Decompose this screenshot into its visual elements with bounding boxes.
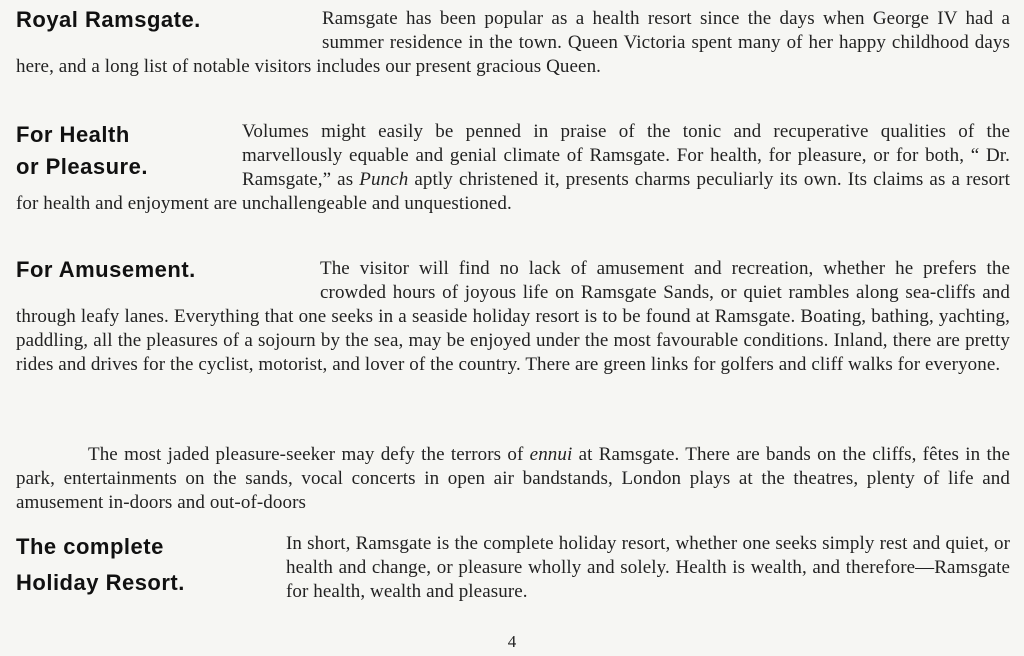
- section-ennui: [16, 443, 1010, 515]
- italic-text: Punch: [359, 169, 409, 190]
- heading-line: The complete: [16, 534, 164, 559]
- section-royal-ramsgate: [16, 7, 1010, 79]
- section-heading: For Amusement.: [16, 257, 196, 282]
- paragraph-text: aptly christened it, presents charms peculiarly its own. Its claims as a resort for health and enjoyment are unchallengeable and unquestioned.: [16, 169, 1010, 214]
- section-heading: [16, 529, 286, 601]
- section-paragraph: Ramsgate has been popular as a health resort since the days when George IV had a summer residence in the town. Queen Victoria spent many of her happy childhood days here, and a long list of notable visitors includes our present gracious Queen.: [16, 8, 1010, 77]
- heading-line: Holiday Resort.: [16, 570, 185, 595]
- section-health-pleasure: [16, 120, 1010, 216]
- paragraph-text: Volumes might easily be penned in praise of the tonic and recuperative qualities of the marvellously equable and genial climate of Ramsgate. For health, for pleasure, or for both, “ Dr. Ramsgate,” as: [242, 121, 1010, 190]
- page-number: 4: [507, 632, 517, 651]
- italic-text: ennui: [529, 444, 573, 465]
- paragraph-text: at Ramsgate. There are bands on the cliffs, fêtes in the park, entertainments on the sands, vocal concerts in open air bandstands, London plays at the theatres, plenty of life and amusement in-doors and out-of-doors: [16, 444, 1010, 513]
- section-complete-holiday-resort: [16, 532, 1010, 604]
- section-paragraph: In short, Ramsgate is the complete holiday resort, whether one seeks simply rest and quiet, or health and change, or pleasure wholly and solely. Health is wealth, and therefore—Ramsgate for health, wealth and pleasure.: [286, 533, 1010, 602]
- section-paragraph: The visitor will find no lack of amusement and recreation, whether he prefers the crowded hours of joyous life on Ramsgate Sands, or quiet rambles along sea-cliffs and through leafy lanes. Everything that one seeks in a seaside holiday resort is to be found at Ramsgate. Boating, bathing, yachting, paddling, all the pleasures of a sojourn by the sea, may be enjoyed under the most favourable conditions. Inland, there are pretty rides and drives for the cyclist, motorist, and lover of the country. There are green links for golfers and cliff walks for everyone.: [16, 258, 1010, 375]
- section-amusement: [16, 257, 1010, 377]
- paragraph-text: The most jaded pleasure-seeker may defy the terrors of: [88, 444, 530, 465]
- heading-line: For Health: [16, 122, 130, 147]
- section-heading: [16, 119, 242, 183]
- section-heading: Royal Ramsgate.: [16, 7, 201, 32]
- section-paragraph: [16, 443, 1010, 515]
- heading-line: or Pleasure.: [16, 154, 148, 179]
